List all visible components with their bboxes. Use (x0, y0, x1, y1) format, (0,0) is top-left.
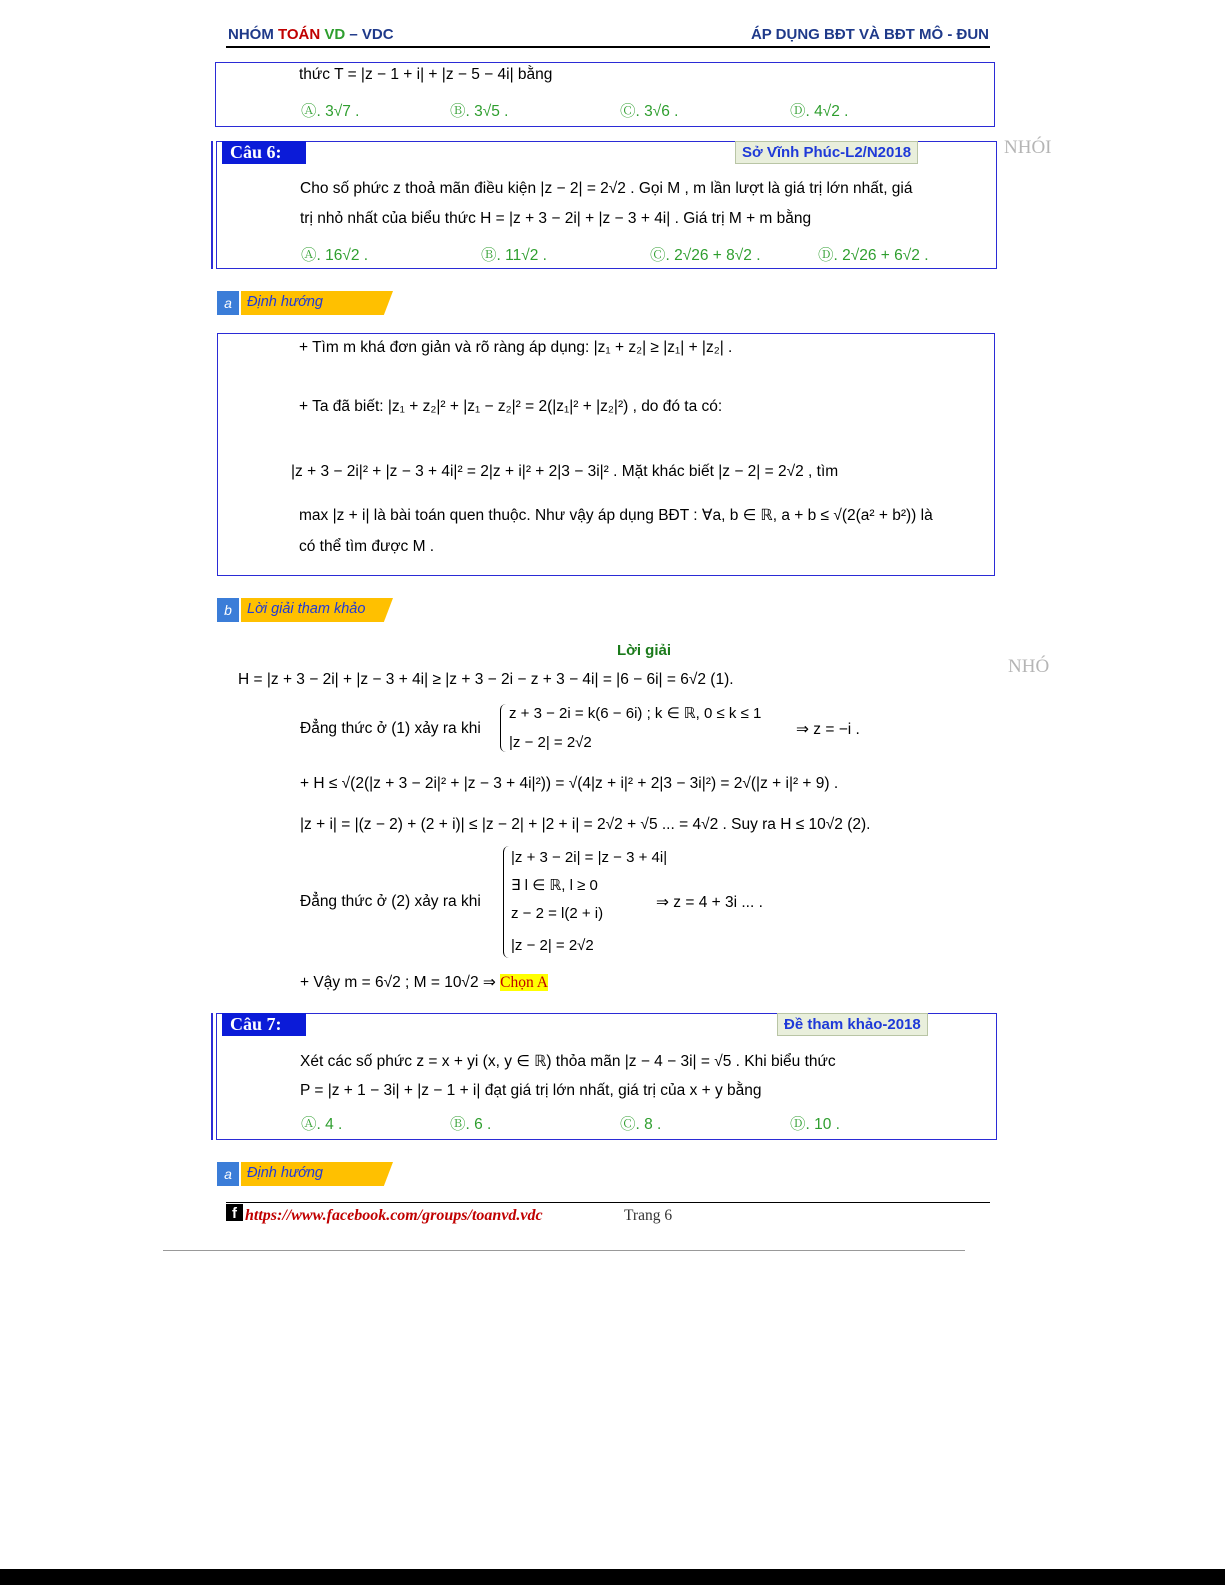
q7-label: Câu 7: (222, 1013, 306, 1036)
header-divider (226, 46, 990, 48)
q7-source: Đề tham khảo-2018 (777, 1013, 928, 1036)
dh-line-3: |z + 3 − 2i|² + |z − 3 + 4i|² = 2|z + i|² + 2|3 − 3i|² . Mặt khác biết |z − 2| = 2√2 , tìm (291, 463, 839, 480)
lg-line-5-cond4: |z − 2| = 2√2 (511, 937, 594, 954)
q5-option-a: Ⓐ. 3√7 . (301, 103, 360, 120)
watermark-2: NHÓ (1008, 656, 1050, 677)
tag-dinh-huong-2 (217, 1162, 399, 1186)
q5-option-b: Ⓑ. 3√5 . (450, 103, 509, 120)
q6-left-double-bar (211, 141, 213, 269)
lg-line-6 (300, 973, 548, 992)
q6-option-d: Ⓓ. 2√26 + 6√2 . (818, 247, 929, 264)
loi-giai-title: Lời giải (617, 642, 672, 659)
q6-line-2: trị nhỏ nhất của biểu thức H = |z + 3 − 2i| + |z − 3 + 4i| . Giá trị M + m bằng (300, 210, 812, 227)
tag-text: Định hướng (247, 1165, 323, 1181)
lg-line-2-label: Đẳng thức ở (1) xảy ra khi (300, 720, 481, 737)
facebook-group-link[interactable]: https://www.facebook.com/groups/toanvd.vdc (245, 1207, 543, 1224)
dh-line-1: + Tìm m khá đơn giản và rõ ràng áp dụng: |z₁ + z₂| ≥ |z₁| + |z₂| . (299, 339, 733, 356)
lg-line-2-cond1: z + 3 − 2i = k(6 − 6i) ; k ∈ ℝ, 0 ≤ k ≤ 1 (509, 705, 762, 722)
brace-1 (500, 704, 506, 752)
lg-line-5-cond3: z − 2 = l(2 + i) (511, 905, 604, 922)
answer-highlight: Chọn A (500, 974, 548, 991)
q7-option-c: Ⓒ. 8 . (620, 1116, 662, 1133)
footer-divider (226, 1202, 990, 1203)
q5-option-d: Ⓓ. 4√2 . (790, 103, 849, 120)
q5-option-c: Ⓒ. 3√6 . (620, 103, 679, 120)
lg-conclusion: + Vậy m = 6√2 ; M = 10√2 ⇒ (300, 974, 496, 991)
lg-line-2-cond2: |z − 2| = 2√2 (509, 734, 592, 751)
page-number: Trang 6 (624, 1207, 673, 1224)
dh-line-5: có thể tìm được M . (299, 538, 435, 555)
q7-line-2: P = |z + 1 − 3i| + |z − 1 + i| đạt giá trị lớn nhất, giá trị của x + y bằng (300, 1082, 762, 1099)
tag-letter: a (217, 1162, 239, 1186)
q5-line: thức T = |z − 1 + i| + |z − 5 − 4i| bằng (299, 66, 553, 83)
q6-label: Câu 6: (222, 141, 306, 164)
header-left-3: VD (324, 26, 346, 43)
tag-letter: a (217, 291, 239, 315)
lg-line-5-cond1: |z + 3 − 2i| = |z − 3 + 4i| (511, 849, 668, 866)
q7-option-a: Ⓐ. 4 . (301, 1116, 343, 1133)
tag-dinh-huong (217, 291, 399, 315)
screen-bottom-bar (0, 1569, 1225, 1585)
watermark-1: NHÓI (1004, 137, 1052, 158)
tag-letter: b (217, 598, 239, 622)
header-left-2: TOÁN (278, 26, 325, 43)
q6-source: Sở Vĩnh Phúc-L2/N2018 (735, 141, 918, 164)
q7-line-1: Xét các số phức z = x + yi (x, y ∈ ℝ) thỏa mãn |z − 4 − 3i| = √5 . Khi biểu thức (300, 1053, 836, 1070)
q7-option-b: Ⓑ. 6 . (450, 1116, 492, 1133)
page-bottom-rule (163, 1250, 965, 1251)
dh-line-2: + Ta đã biết: |z₁ + z₂|² + |z₁ − z₂|² = 2(|z₁|² + |z₂|²) , do đó ta có: (299, 398, 723, 415)
header-group-name (228, 26, 394, 43)
q6-option-b: Ⓑ. 11√2 . (481, 247, 547, 264)
lg-line-5-cond2: ∃ l ∈ ℝ, l ≥ 0 (511, 877, 598, 894)
lg-line-5-result: ⇒ z = 4 + 3i ... . (656, 894, 763, 911)
lg-line-4: |z + i| = |(z − 2) + (2 + i)| ≤ |z − 2| + |2 + i| = 2√2 + √5 ... = 4√2 . Suy ra H ≤ 10√2 (2). (300, 816, 871, 833)
tag-text: Lời giải tham khảo (247, 601, 366, 617)
lg-line-1: H = |z + 3 − 2i| + |z − 3 + 4i| ≥ |z + 3 − 2i − z + 3 − 4i| = |6 − 6i| = 6√2 (1). (238, 671, 734, 688)
dh-line-4: max |z + i| là bài toán quen thuộc. Như vậy áp dụng BĐT : ∀a, b ∈ ℝ, a + b ≤ √(2(a² + b²)) là (299, 507, 933, 524)
lg-line-2-result: ⇒ z = −i . (796, 721, 860, 738)
header-left-1: NHÓM (228, 26, 278, 43)
q6-option-c: Ⓒ. 2√26 + 8√2 . (650, 247, 761, 264)
facebook-icon: f (226, 1204, 243, 1221)
lg-line-3: + H ≤ √(2(|z + 3 − 2i|² + |z − 3 + 4i|²)) = √(4|z + i|² + 2|3 − 3i|²) = 2√(|z + i|² + 9) . (300, 775, 839, 792)
brace-2 (503, 846, 509, 958)
header-topic: ÁP DỤNG BĐT VÀ BĐT MÔ - ĐUN (750, 26, 989, 43)
tag-text: Định hướng (247, 294, 323, 310)
lg-line-5-label: Đẳng thức ở (2) xảy ra khi (300, 893, 481, 910)
q7-left-double-bar (211, 1013, 213, 1140)
q6-line-1: Cho số phức z thoả mãn điều kiện |z − 2| = 2√2 . Gọi M , m lần lượt là giá trị lớn nhất, giá (300, 180, 913, 197)
q6-option-a: Ⓐ. 16√2 . (301, 247, 369, 264)
q7-option-d: Ⓓ. 10 . (790, 1116, 840, 1133)
header-left-4: – VDC (345, 26, 394, 43)
tag-loi-giai-tham-khao (217, 598, 399, 622)
